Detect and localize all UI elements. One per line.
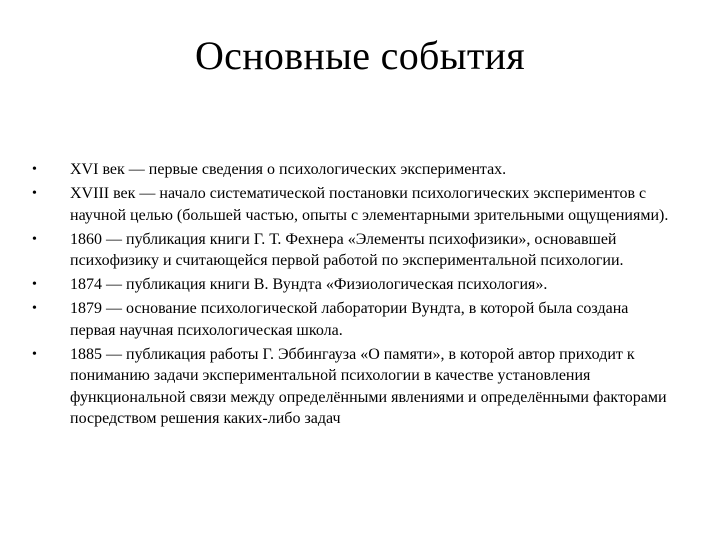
- bullet-text: XVIII век — начало систематической постановки психологических экспериментов с научной целью (большей частью, опыты с элементарными зрительными ощущениями).: [70, 185, 669, 224]
- bullet-text: 1879 — основание психологической лаборатории Вундта, в которой была создана первая научная психологическая школа.: [70, 300, 629, 339]
- bullet-item: [32, 274, 672, 296]
- bullet-item: [32, 298, 672, 341]
- bullet-icon: •: [32, 162, 37, 177]
- slide-title: Основные события: [194, 33, 526, 78]
- bullet-item: [32, 183, 672, 226]
- bullet-icon: •: [32, 346, 37, 362]
- bullet-icon: •: [32, 301, 37, 316]
- bullet-list: [32, 159, 672, 432]
- bullet-text: XVI век — первые сведения о психологических экспериментах.: [70, 161, 507, 178]
- bullet-item: [32, 344, 672, 430]
- bullet-icon: •: [32, 277, 37, 292]
- bullet-text: 1860 — публикация книги Г. Т. Фехнера «Элементы психофизики», основавшей психофизику и считающейся первой работой по экспериментальной психологии.: [70, 230, 624, 269]
- bullet-icon: •: [32, 186, 37, 201]
- bullet-text: 1874 — публикация книги В. Вундта «Физиологическая психология».: [70, 276, 548, 293]
- bullet-item: [32, 159, 672, 181]
- bullet-icon: •: [32, 231, 37, 247]
- bullet-item: [32, 229, 672, 272]
- bullet-text: 1885 — публикация работы Г. Эббингауза «О памяти», в которой автор приходит к пониманию задачи экспериментальной психологии в качестве установления функциональной связи между определёнными явлениями и определёнными факторами посредством решения каких-либо задач: [70, 345, 667, 427]
